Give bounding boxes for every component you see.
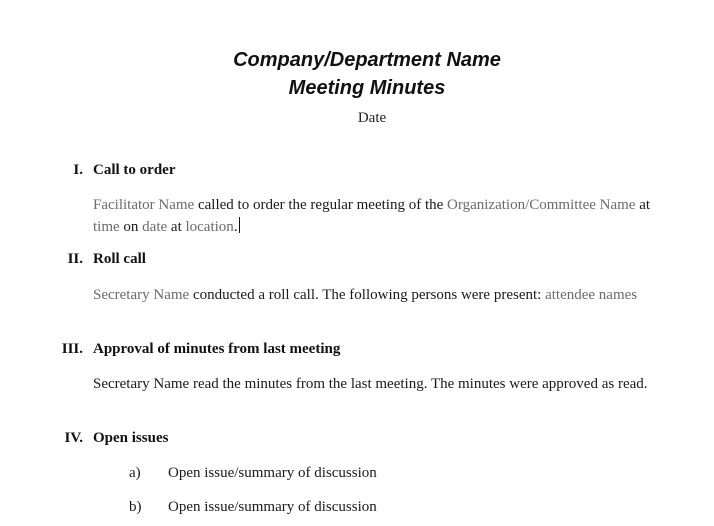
location-placeholder[interactable]: location (185, 219, 234, 235)
section-number: II. (67, 251, 83, 267)
paragraph-text: conducted a roll call. The following persons were present: (189, 287, 546, 303)
section-number: III. (61, 341, 83, 357)
section-number: IV. (64, 430, 83, 446)
text-cursor (239, 217, 240, 233)
paragraph-text: on (119, 219, 143, 235)
facilitator-name-placeholder[interactable]: Facilitator Name (93, 197, 195, 213)
list-item-label: a) (129, 465, 141, 481)
list-item-text: Open issue/summary of discussion (168, 499, 377, 515)
approval-paragraph[interactable] (93, 373, 653, 395)
paragraph-text: . (233, 219, 238, 235)
list-item-text: Open issue/summary of discussion (168, 465, 377, 481)
section-number: I. (73, 162, 83, 178)
section-title: Roll call (93, 251, 146, 267)
meeting-minutes-title: Meeting Minutes (288, 77, 446, 99)
paragraph-text: at (167, 219, 186, 235)
paragraph-text: called to order the regular meeting of the (194, 197, 448, 213)
list-item-label: b) (129, 499, 142, 515)
roll-call-paragraph[interactable] (93, 284, 653, 306)
attendee-names-placeholder[interactable]: attendee names (545, 287, 638, 303)
organization-placeholder[interactable]: Organization/Committee Name (447, 197, 636, 213)
secretary-name-placeholder[interactable]: Secretary Name (93, 287, 190, 303)
paragraph-text: at (635, 197, 651, 213)
call-to-order-paragraph[interactable] (93, 194, 653, 238)
company-name-title: Company/Department Name (233, 49, 501, 71)
section-title: Approval of minutes from last meeting (93, 341, 341, 357)
paragraph-text: Secretary Name read the minutes from the last meeting. The minutes were approved as read. (93, 376, 648, 392)
time-placeholder[interactable]: time (93, 219, 120, 235)
section-title: Open issues (93, 430, 169, 446)
section-title: Call to order (93, 162, 176, 178)
date-placeholder[interactable]: date (142, 219, 168, 235)
meeting-date: Date (357, 110, 387, 126)
